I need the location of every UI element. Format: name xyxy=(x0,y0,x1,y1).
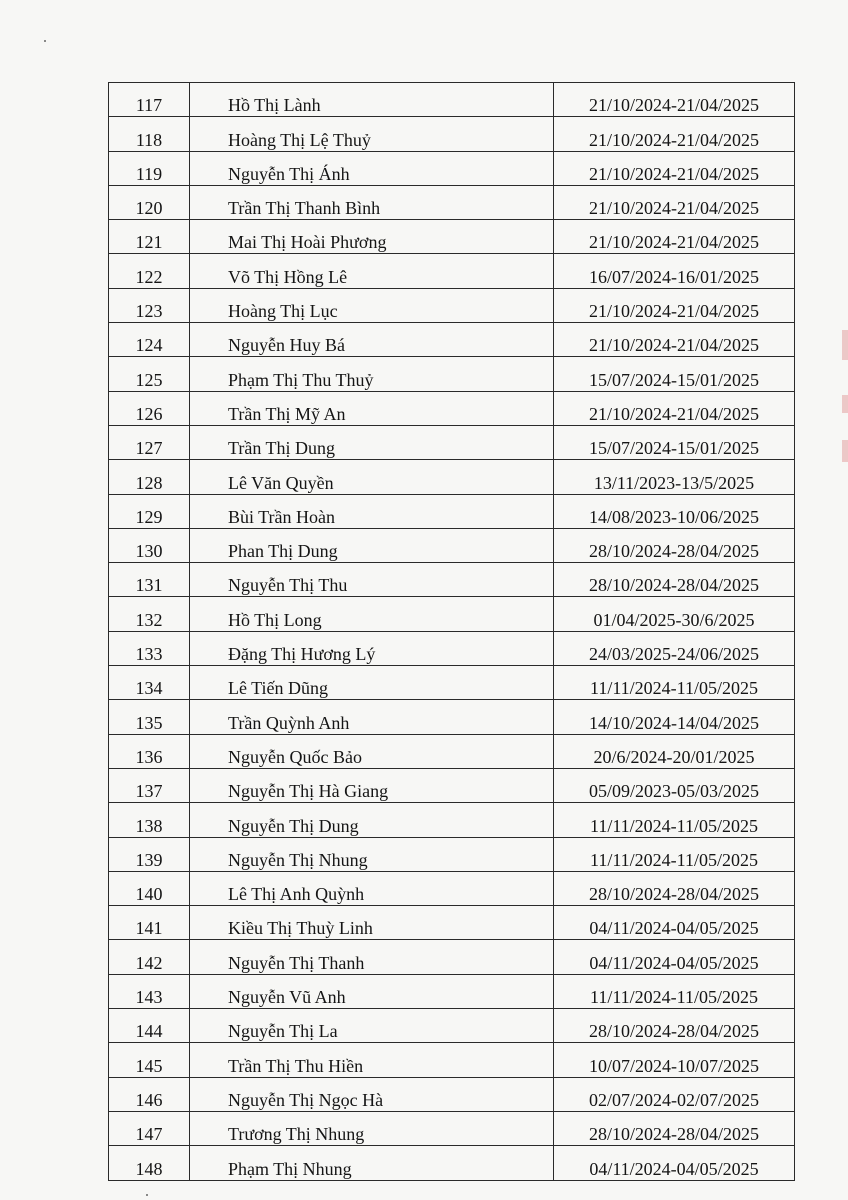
scan-speck xyxy=(44,40,46,42)
person-name: Trần Thị Thanh Bình xyxy=(190,185,554,219)
table-row xyxy=(109,357,795,391)
table-row xyxy=(109,700,795,734)
table-row xyxy=(109,768,795,802)
person-name: Nguyễn Thị La xyxy=(190,1009,554,1043)
person-name: Võ Thị Hồng Lê xyxy=(190,254,554,288)
date-range: 05/09/2023-05/03/2025 xyxy=(554,768,795,802)
table-row xyxy=(109,117,795,151)
person-name: Hoàng Thị Lục xyxy=(190,288,554,322)
row-number: 139 xyxy=(109,837,190,871)
person-name: Phạm Thị Nhung xyxy=(190,1146,554,1180)
person-name: Trần Thị Thu Hiền xyxy=(190,1043,554,1077)
person-name: Mai Thị Hoài Phương xyxy=(190,220,554,254)
row-number: 145 xyxy=(109,1043,190,1077)
date-range: 11/11/2024-11/05/2025 xyxy=(554,666,795,700)
table-row xyxy=(109,803,795,837)
scan-speck xyxy=(146,1194,148,1196)
table-row xyxy=(109,1009,795,1043)
row-number: 119 xyxy=(109,151,190,185)
table-row xyxy=(109,631,795,665)
date-range: 13/11/2023-13/5/2025 xyxy=(554,460,795,494)
date-range: 04/11/2024-04/05/2025 xyxy=(554,940,795,974)
person-name: Nguyễn Vũ Anh xyxy=(190,974,554,1008)
row-number: 125 xyxy=(109,357,190,391)
table-row xyxy=(109,391,795,425)
row-number: 121 xyxy=(109,220,190,254)
row-number: 118 xyxy=(109,117,190,151)
date-range: 21/10/2024-21/04/2025 xyxy=(554,220,795,254)
table-row xyxy=(109,460,795,494)
row-number: 137 xyxy=(109,768,190,802)
date-range: 04/11/2024-04/05/2025 xyxy=(554,1146,795,1180)
row-number: 135 xyxy=(109,700,190,734)
row-number: 123 xyxy=(109,288,190,322)
person-name: Nguyễn Thị Ngọc Hà xyxy=(190,1077,554,1111)
date-range: 11/11/2024-11/05/2025 xyxy=(554,837,795,871)
table-row xyxy=(109,974,795,1008)
date-range: 10/07/2024-10/07/2025 xyxy=(554,1043,795,1077)
table-row xyxy=(109,940,795,974)
table-row xyxy=(109,1111,795,1145)
person-name: Lê Văn Quyền xyxy=(190,460,554,494)
person-name: Nguyễn Thị Ánh xyxy=(190,151,554,185)
row-number: 129 xyxy=(109,494,190,528)
date-range: 28/10/2024-28/04/2025 xyxy=(554,1111,795,1145)
row-number: 143 xyxy=(109,974,190,1008)
table-row xyxy=(109,425,795,459)
date-range: 16/07/2024-16/01/2025 xyxy=(554,254,795,288)
table-row xyxy=(109,563,795,597)
table-row xyxy=(109,1043,795,1077)
table-row xyxy=(109,734,795,768)
date-range: 21/10/2024-21/04/2025 xyxy=(554,185,795,219)
table-row xyxy=(109,151,795,185)
row-number: 136 xyxy=(109,734,190,768)
person-name: Đặng Thị Hương Lý xyxy=(190,631,554,665)
row-number: 130 xyxy=(109,528,190,562)
date-range: 21/10/2024-21/04/2025 xyxy=(554,391,795,425)
date-range: 28/10/2024-28/04/2025 xyxy=(554,1009,795,1043)
person-name: Nguyễn Huy Bá xyxy=(190,323,554,357)
table-row xyxy=(109,323,795,357)
row-number: 117 xyxy=(109,83,190,117)
person-name: Trần Thị Mỹ An xyxy=(190,391,554,425)
person-name: Nguyễn Thị Dung xyxy=(190,803,554,837)
row-number: 126 xyxy=(109,391,190,425)
date-range: 21/10/2024-21/04/2025 xyxy=(554,151,795,185)
person-name: Hồ Thị Long xyxy=(190,597,554,631)
row-number: 142 xyxy=(109,940,190,974)
date-range: 14/10/2024-14/04/2025 xyxy=(554,700,795,734)
table-row xyxy=(109,528,795,562)
date-range: 15/07/2024-15/01/2025 xyxy=(554,357,795,391)
table-row xyxy=(109,494,795,528)
table-row xyxy=(109,288,795,322)
row-number: 140 xyxy=(109,871,190,905)
person-name: Nguyễn Thị Nhung xyxy=(190,837,554,871)
person-name: Lê Tiến Dũng xyxy=(190,666,554,700)
table-row xyxy=(109,666,795,700)
row-number: 148 xyxy=(109,1146,190,1180)
date-range: 24/03/2025-24/06/2025 xyxy=(554,631,795,665)
row-number: 128 xyxy=(109,460,190,494)
table-row xyxy=(109,254,795,288)
table-row xyxy=(109,185,795,219)
person-name: Nguyễn Thị Thanh xyxy=(190,940,554,974)
date-range: 14/08/2023-10/06/2025 xyxy=(554,494,795,528)
table-row xyxy=(109,1146,795,1180)
row-number: 133 xyxy=(109,631,190,665)
row-number: 134 xyxy=(109,666,190,700)
person-name: Hồ Thị Lành xyxy=(190,83,554,117)
date-range: 11/11/2024-11/05/2025 xyxy=(554,803,795,837)
row-number: 132 xyxy=(109,597,190,631)
person-name: Kiều Thị Thuỳ Linh xyxy=(190,906,554,940)
date-range: 28/10/2024-28/04/2025 xyxy=(554,528,795,562)
row-number: 124 xyxy=(109,323,190,357)
table-row xyxy=(109,83,795,117)
person-name: Nguyễn Thị Thu xyxy=(190,563,554,597)
row-number: 138 xyxy=(109,803,190,837)
person-name: Nguyễn Thị Hà Giang xyxy=(190,768,554,802)
date-range: 20/6/2024-20/01/2025 xyxy=(554,734,795,768)
table-row xyxy=(109,837,795,871)
date-range: 11/11/2024-11/05/2025 xyxy=(554,974,795,1008)
person-name: Trương Thị Nhung xyxy=(190,1111,554,1145)
row-number: 147 xyxy=(109,1111,190,1145)
stamp-edge-mark xyxy=(842,395,848,413)
row-number: 141 xyxy=(109,906,190,940)
date-range: 28/10/2024-28/04/2025 xyxy=(554,871,795,905)
date-range: 21/10/2024-21/04/2025 xyxy=(554,323,795,357)
row-number: 144 xyxy=(109,1009,190,1043)
person-name: Phạm Thị Thu Thuỷ xyxy=(190,357,554,391)
table-row xyxy=(109,597,795,631)
person-name: Trần Quỳnh Anh xyxy=(190,700,554,734)
date-range: 04/11/2024-04/05/2025 xyxy=(554,906,795,940)
table-row xyxy=(109,220,795,254)
row-number: 120 xyxy=(109,185,190,219)
date-range: 02/07/2024-02/07/2025 xyxy=(554,1077,795,1111)
date-range: 15/07/2024-15/01/2025 xyxy=(554,425,795,459)
stamp-edge-mark xyxy=(842,440,848,462)
row-number: 131 xyxy=(109,563,190,597)
date-range: 21/10/2024-21/04/2025 xyxy=(554,83,795,117)
person-name: Nguyễn Quốc Bảo xyxy=(190,734,554,768)
table-row xyxy=(109,1077,795,1111)
table-row xyxy=(109,906,795,940)
row-number: 122 xyxy=(109,254,190,288)
stamp-edge-mark xyxy=(842,330,848,360)
person-name: Lê Thị Anh Quỳnh xyxy=(190,871,554,905)
date-range: 01/04/2025-30/6/2025 xyxy=(554,597,795,631)
date-range: 21/10/2024-21/04/2025 xyxy=(554,288,795,322)
person-name: Hoàng Thị Lệ Thuỷ xyxy=(190,117,554,151)
person-name: Trần Thị Dung xyxy=(190,425,554,459)
row-number: 146 xyxy=(109,1077,190,1111)
roster-table-body xyxy=(109,83,795,1181)
row-number: 127 xyxy=(109,425,190,459)
date-range: 28/10/2024-28/04/2025 xyxy=(554,563,795,597)
date-range: 21/10/2024-21/04/2025 xyxy=(554,117,795,151)
roster-table xyxy=(108,82,795,1181)
person-name: Bùi Trần Hoàn xyxy=(190,494,554,528)
table-row xyxy=(109,871,795,905)
person-name: Phan Thị Dung xyxy=(190,528,554,562)
